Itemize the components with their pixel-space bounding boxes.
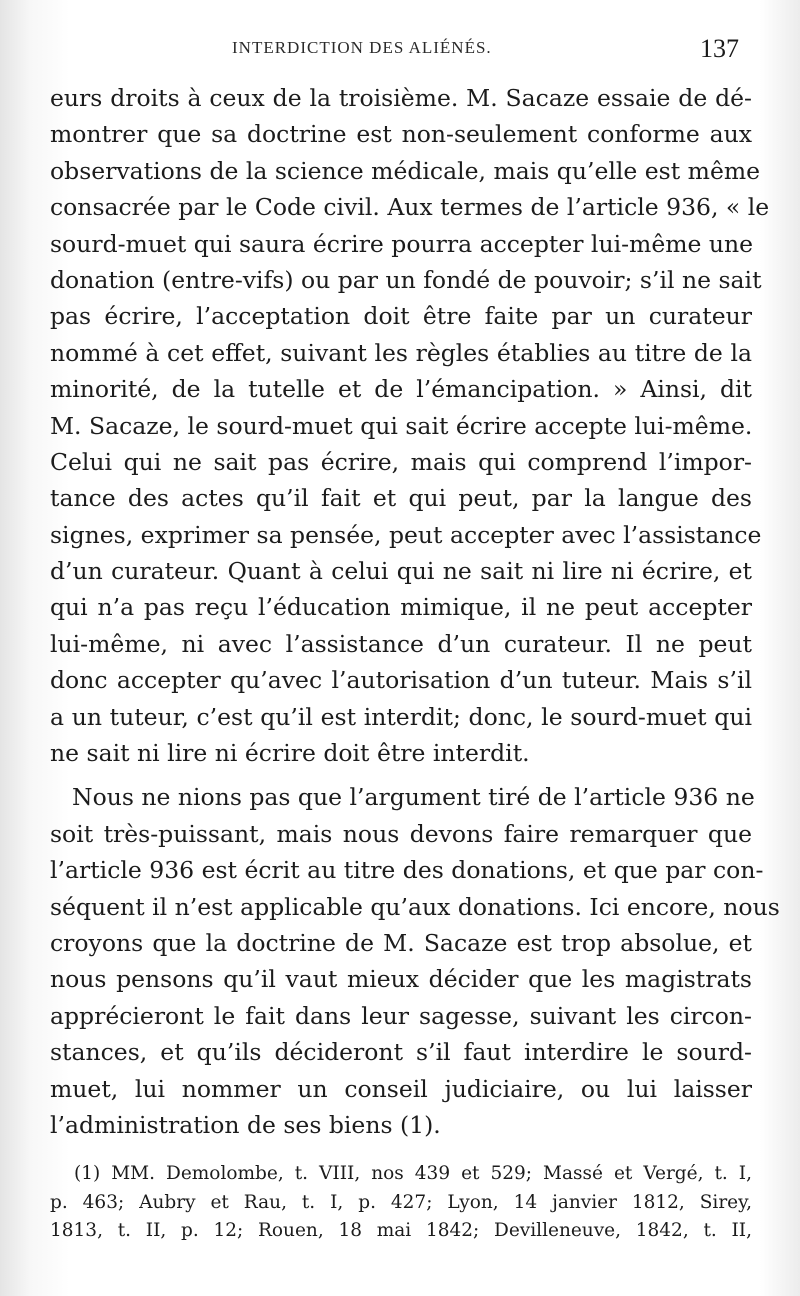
- text-line: minorité, de la tutelle et de l’émancipation. » Ainsi, dit: [50, 375, 752, 404]
- text-line: observations de la science médicale, mais qu’elle est même: [50, 156, 761, 185]
- text-line: l’administration de ses biens (1).: [50, 1110, 441, 1139]
- text-line: tance des actes qu’il fait et qui peut, par la langue des: [50, 484, 752, 513]
- paragraph-2: [50, 779, 780, 1143]
- text-line: a un tuteur, c’est qu’il est interdit; donc, le sourd-muet qui: [50, 702, 752, 731]
- text-line: signes, exprimer sa pensée, peut accepter avec l’assistance: [50, 520, 762, 549]
- text-line: Nous ne nions pas que l’argument tiré de l’article 936 ne: [72, 783, 755, 812]
- text-line: pas écrire, l’acceptation doit être faite par un curateur: [50, 302, 752, 331]
- page-header: [0, 34, 800, 74]
- text-line: montrer que sa doctrine est non-seulement conforme aux: [50, 120, 752, 149]
- paragraph-1: [50, 80, 770, 771]
- text-line: ne sait ni lire ni écrire doit être interdit.: [50, 739, 530, 768]
- text-line: donation (entre-vifs) ou par un fondé de pouvoir; s’il ne sait: [50, 265, 762, 294]
- footnote-line: 1813, t. II, p. 12; Rouen, 18 mai 1842; Devilleneuve, 1842, t. II,: [50, 1220, 752, 1241]
- text-line: muet, lui nommer un conseil judiciaire, ou lui laisser: [50, 1074, 752, 1103]
- text-line: stances, et qu’ils décideront s’il faut interdire le sourd-: [50, 1038, 752, 1067]
- text-line: nous pensons qu’il vaut mieux décider que les magistrats: [50, 965, 752, 994]
- text-line: séquent il n’est applicable qu’aux donations. Ici encore, nous: [50, 892, 780, 921]
- text-line: qui n’a pas reçu l’éducation mimique, il ne peut accepter: [50, 593, 752, 622]
- text-line: croyons que la doctrine de M. Sacaze est trop absolue, et: [50, 928, 752, 957]
- text-line: lui-même, ni avec l’assistance d’un curateur. Il ne peut: [50, 629, 752, 658]
- text-line: soit très-puissant, mais nous devons faire remarquer que: [50, 819, 752, 848]
- text-line: M. Sacaze, le sourd-muet qui sait écrire accepte lui-même.: [50, 411, 753, 440]
- footnote-line: p. 463; Aubry et Rau, t. I, p. 427; Lyon, 14 janvier 1812, Sirey,: [50, 1191, 752, 1213]
- text-line: donc accepter qu’avec l’autorisation d’un tuteur. Mais s’il: [50, 666, 752, 695]
- text-line: Celui qui ne sait pas écrire, mais qui comprend l’impor-: [50, 447, 752, 476]
- text-line: apprécieront le fait dans leur sagesse, suivant les circon-: [50, 1001, 752, 1030]
- text-line: d’un curateur. Quant à celui qui ne sait ni lire ni écrire, et: [50, 557, 752, 586]
- text-line: l’article 936 est écrit au titre des donations, et que par con-: [50, 856, 764, 885]
- footnote-line: (1) MM. Demolombe, t. VIII, nos 439 et 529; Massé et Vergé, t. I,: [74, 1163, 752, 1184]
- text-line: sourd-muet qui saura écrire pourra accepter lui-même une: [50, 229, 754, 258]
- text-line: nommé à cet effet, suivant les règles établies au titre de la: [50, 338, 752, 367]
- text-line: consacrée par le Code civil. Aux termes de l’article 936, « le: [50, 193, 770, 222]
- text-line: eurs droits à ceux de la troisième. M. Sacaze essaie de dé-: [50, 84, 752, 112]
- running-head: INTERDICTION DES ALIÉNÉS.: [232, 38, 492, 57]
- page-number: 137: [700, 34, 739, 63]
- body-text: [50, 80, 780, 1143]
- footnotes: [50, 1160, 752, 1246]
